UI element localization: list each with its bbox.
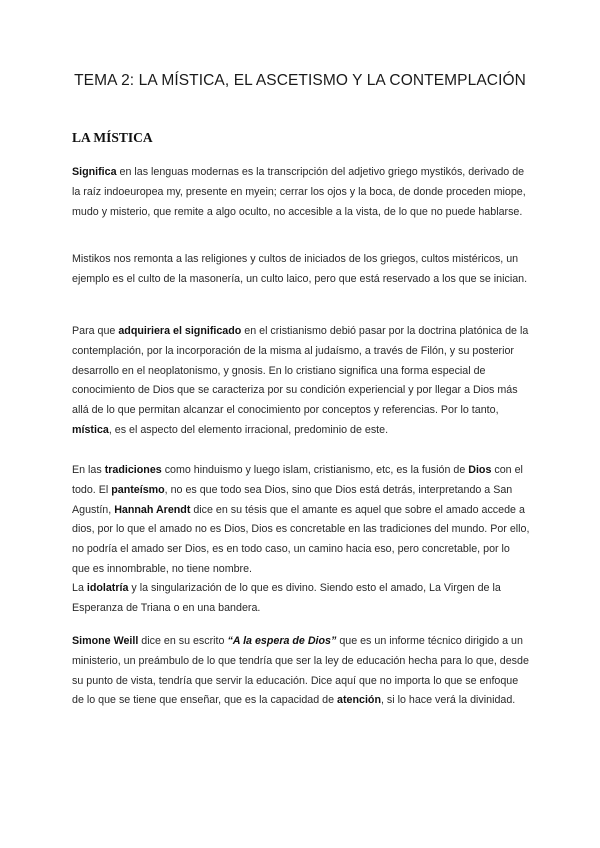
paragraph-tradiciones [72, 461, 530, 580]
bold-term: Significa [72, 166, 117, 178]
bold-term: idolatría [86, 582, 129, 594]
bold-term: tradiciones [104, 464, 162, 476]
paragraph-text: en el cristianismo debió pasar por la doctrina platónica de la contemplación, por la incorporación de la misma al judaísmo, a través de Filón, y su posterior desarrollo en el neoplatonismo, y gnosis. En lo cristiano significa una forma especial de conocimiento de Dios que se caracteriza por su condición experiencial y por llegar a Dios más allá de lo que permitan alcanzar el conocimiento por conceptos y referencias. Por lo tanto, [72, 325, 529, 417]
paragraph-text: , si lo hace verá la divinidad. [380, 694, 516, 707]
paragraph-text: que es un informe técnico dirigido a un ministerio, un preámbulo de lo que tendría que ser la ley de educación hecha para lo que, desde su punto de vista, tendría que servir la educación. Dice aquí que no importa lo que se enfoque de lo que se tiene que enseñar, que es la capacidad de [72, 635, 529, 707]
paragraph-idolatria [72, 579, 530, 619]
bold-term: adquiriera el significado [118, 325, 242, 337]
paragraph-text: Mistikos nos remonta a las religiones y cultos de iniciados de los griegos, cultos mistéricos, un ejemplo es el culto de la masonería, un culto laico, pero que está reservado a los que se inician. [72, 253, 528, 285]
paragraph-text: , no es que todo sea Dios, sino que Dios está detrás, interpretando a San Agustín, [72, 483, 513, 516]
paragraph-text: y la singularización de lo que es divino. Siendo esto el amado, La Virgen de la Esperanza de Triana o en una bandera. [72, 582, 501, 614]
section-heading: LA MÍSTICA [72, 130, 153, 145]
paragraph-significado [72, 322, 530, 441]
bold-term: mística [72, 423, 109, 436]
italic-title: “A la espera de Dios” [227, 635, 337, 647]
paragraph-text: Para que [72, 325, 119, 337]
paragraph-text: dice en su tésis que el amante es aquel que sobre el amado accede a dios, por lo que el amado no es Dios, Dios es concretable en las tradiciones del mundo. Por ello, no podría el amado ser Dios, es en todo caso, un camino hacia eso, pero concretable, por lo que es innombrable, no tiene nombre. [72, 503, 530, 575]
paragraph-mistikos [72, 250, 530, 290]
paragraph-simone-weill [72, 632, 530, 711]
paragraph-text: como hinduismo y luego islam, cristianismo, etc, es la fusión de [161, 464, 469, 476]
bold-italic-title [227, 635, 336, 647]
paragraph-text: En las [72, 464, 105, 476]
page-title: TEMA 2: LA MÍSTICA, EL ASCETISMO Y LA CONTEMPLACIÓN [74, 72, 526, 89]
paragraph-text: , es el aspecto del elemento irracional, predominio de este. [108, 423, 389, 436]
bold-term: Dios [468, 464, 492, 476]
paragraph-text: en las lenguas modernas es la transcripción del adjetivo griego mystikós, derivado de la raíz indoeuropea my, presente en myein; cerrar los ojos y la boca, de donde proceden miope, mudo y misterio, que remite a algo oculto, no accesible a la vista, de lo que no puede hablarse. [72, 166, 526, 218]
paragraph-text: La [72, 582, 87, 594]
bold-term: Hannah Arendt [114, 503, 191, 516]
paragraph-text: con el todo. El [72, 464, 523, 496]
bold-term: atención [337, 694, 381, 707]
bold-term: panteísmo [111, 483, 165, 496]
paragraph-text: dice en su escrito [138, 635, 228, 647]
bold-term: Simone Weill [72, 635, 139, 647]
paragraph-significa [72, 163, 530, 222]
